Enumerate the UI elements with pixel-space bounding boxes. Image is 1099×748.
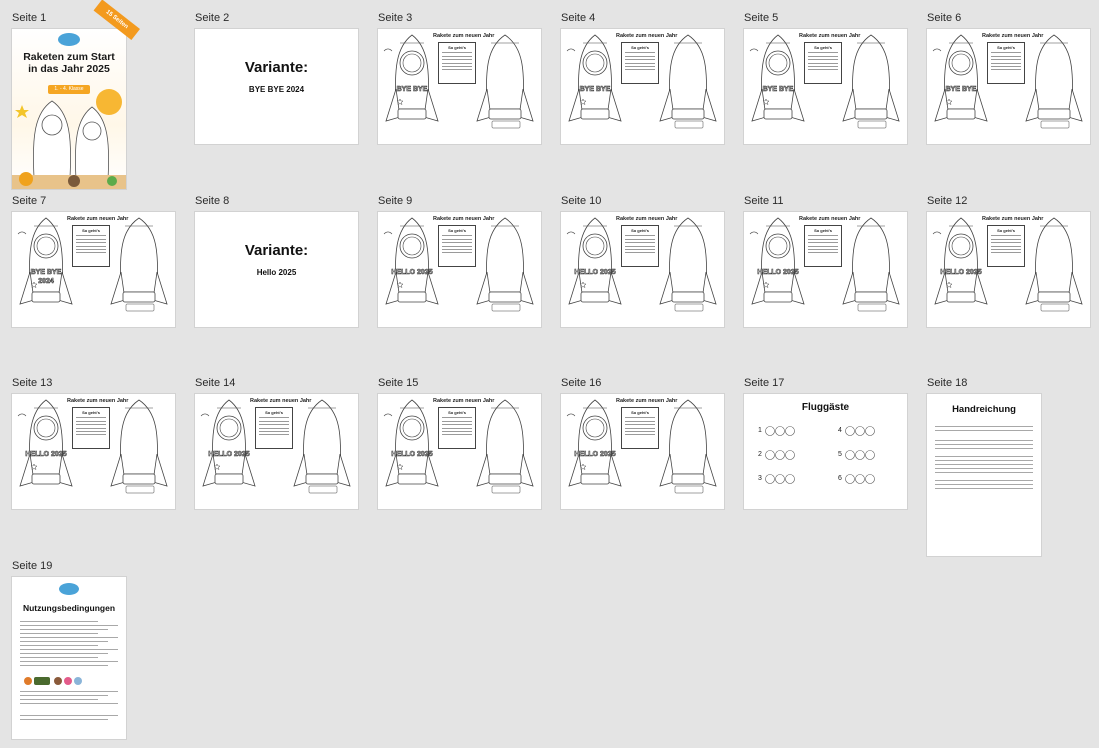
text-line xyxy=(991,66,1021,67)
text-line xyxy=(935,440,1033,441)
text-line xyxy=(935,468,1033,469)
instructions-box xyxy=(72,225,110,267)
text-line xyxy=(808,52,838,53)
sheet-title: Rakete zum neuen Jahr xyxy=(433,216,495,222)
text-line xyxy=(625,66,655,67)
handout-title: Handreichung xyxy=(952,404,1016,415)
text-line xyxy=(625,69,655,70)
text-line xyxy=(442,59,472,60)
text-line xyxy=(935,484,1033,485)
page-thumbnail[interactable] xyxy=(561,394,724,509)
page-number-label: Seite 10 xyxy=(561,195,602,207)
instructions-heading: So geht's xyxy=(631,410,649,415)
page-cell[interactable] xyxy=(744,11,907,144)
rocket-lettering: BYE BYE xyxy=(396,86,428,93)
rocket-lettering: HELLO 2025 xyxy=(757,269,799,276)
text-line xyxy=(808,66,838,67)
page-number-label: Seite 7 xyxy=(12,195,47,207)
instructions-heading: So geht's xyxy=(814,228,832,233)
instructions-heading: So geht's xyxy=(448,45,466,50)
page-thumbnail[interactable] xyxy=(561,212,724,327)
passenger-faces xyxy=(744,394,907,509)
passenger-number: 6 xyxy=(838,475,842,482)
text-line xyxy=(935,464,1033,465)
page-cell[interactable] xyxy=(744,376,907,509)
text-line xyxy=(935,448,1033,449)
text-line xyxy=(935,472,1033,473)
page-number-label: Seite 4 xyxy=(561,12,596,24)
instructions-box xyxy=(255,407,293,449)
rocket-lettering: HELLO 2025 xyxy=(574,269,616,276)
page-thumbnail[interactable] xyxy=(378,29,541,144)
rocket-lettering: HELLO 2025 xyxy=(574,451,616,458)
instructions-box xyxy=(987,42,1025,84)
instructions-heading: So geht's xyxy=(448,228,466,233)
instructions-box xyxy=(438,225,476,267)
text-line xyxy=(935,426,1033,427)
text-line xyxy=(76,421,106,422)
instructions-box xyxy=(621,407,659,449)
passenger-number: 4 xyxy=(838,427,842,434)
instructions-box xyxy=(438,407,476,449)
text-line xyxy=(625,246,655,247)
text-line xyxy=(808,69,838,70)
rocket-lettering: HELLO 2025 xyxy=(208,451,250,458)
text-line xyxy=(991,249,1021,250)
instructions-box xyxy=(987,225,1025,267)
page-thumbnail[interactable] xyxy=(195,29,358,144)
text-line xyxy=(625,252,655,253)
page-number-label: Seite 3 xyxy=(378,12,413,24)
text-line xyxy=(991,63,1021,64)
variant-title: Variante: xyxy=(244,59,309,76)
text-line xyxy=(76,431,106,432)
text-line xyxy=(808,235,838,236)
page-thumbnail[interactable] xyxy=(12,394,175,509)
page-number-label: Seite 8 xyxy=(195,195,230,207)
text-line xyxy=(935,480,1033,481)
text-line xyxy=(625,242,655,243)
sheet-title: Rakete zum neuen Jahr xyxy=(433,398,495,404)
instructions-box xyxy=(804,225,842,267)
text-line xyxy=(442,421,472,422)
partner-logos xyxy=(12,577,126,739)
page-cell[interactable] xyxy=(927,11,1090,144)
text-line xyxy=(442,66,472,67)
passenger-number: 1 xyxy=(758,427,762,434)
text-line xyxy=(625,431,655,432)
sheet-title: Rakete zum neuen Jahr xyxy=(433,33,495,39)
variant-subtitle: Hello 2025 xyxy=(256,268,297,277)
rocket-lettering: HELLO 2025 xyxy=(25,451,67,458)
text-line xyxy=(76,428,106,429)
text-line xyxy=(808,63,838,64)
passenger-number: 2 xyxy=(758,451,762,458)
text-line xyxy=(808,249,838,250)
text-line xyxy=(808,252,838,253)
page-cell[interactable] xyxy=(12,376,175,509)
sheet-title: Rakete zum neuen Jahr xyxy=(799,216,861,222)
text-line xyxy=(76,242,106,243)
page-cell[interactable] xyxy=(927,194,1090,327)
text-line xyxy=(991,239,1021,240)
text-line xyxy=(259,424,289,425)
page-cell[interactable] xyxy=(561,376,724,509)
instructions-heading: So geht's xyxy=(997,228,1015,233)
text-line xyxy=(442,434,472,435)
instructions-heading: So geht's xyxy=(814,45,832,50)
page-thumbnail[interactable] xyxy=(12,212,175,327)
rocket-lettering: BYE BYE xyxy=(579,86,611,93)
page-cell[interactable] xyxy=(378,376,541,509)
text-line xyxy=(991,235,1021,236)
text-line xyxy=(442,239,472,240)
page-thumbnail[interactable] xyxy=(12,577,126,739)
page-number-label: Seite 1 xyxy=(12,12,47,24)
page-number-label: Seite 9 xyxy=(378,195,413,207)
text-line xyxy=(935,456,1033,457)
text-line xyxy=(442,424,472,425)
instructions-heading: So geht's xyxy=(82,228,100,233)
page-cell[interactable] xyxy=(561,194,724,327)
text-line xyxy=(991,52,1021,53)
text-line xyxy=(259,434,289,435)
page-number-label: Seite 11 xyxy=(744,195,784,207)
text-line xyxy=(808,246,838,247)
page-cell[interactable] xyxy=(744,194,907,327)
text-line xyxy=(625,249,655,250)
page-number-label: Seite 14 xyxy=(195,377,236,389)
page-thumbnail[interactable] xyxy=(927,394,1041,556)
page-thumbnail[interactable] xyxy=(561,29,724,144)
variant-subtitle: BYE BYE 2024 xyxy=(248,85,305,94)
text-line xyxy=(625,59,655,60)
page-number-label: Seite 2 xyxy=(195,12,230,24)
sheet-title: Rakete zum neuen Jahr xyxy=(982,216,1044,222)
text-line xyxy=(991,56,1021,57)
page-thumbnail[interactable] xyxy=(927,212,1090,327)
text-line xyxy=(76,235,106,236)
page-number-label: Seite 19 xyxy=(12,560,53,572)
text-line xyxy=(259,428,289,429)
instructions-box xyxy=(621,42,659,84)
page-thumbnail[interactable] xyxy=(744,394,907,509)
page-cell[interactable] xyxy=(195,376,358,509)
text-line xyxy=(442,242,472,243)
rocket-lettering: BYE BYE 2024 xyxy=(30,269,62,285)
page-thumbnail[interactable] xyxy=(195,394,358,509)
text-line xyxy=(442,428,472,429)
text-line xyxy=(935,444,1033,445)
text-line xyxy=(76,417,106,418)
text-line xyxy=(442,252,472,253)
rocket-lettering: HELLO 2025 xyxy=(940,269,982,276)
instructions-heading: So geht's xyxy=(631,45,649,50)
page-thumbnail[interactable] xyxy=(744,29,907,144)
rocket-lettering: HELLO 2025 xyxy=(391,451,433,458)
text-line xyxy=(442,52,472,53)
page-number-label: Seite 5 xyxy=(744,12,779,24)
instructions-box xyxy=(438,42,476,84)
page-count-ribbon: 15 Seiten xyxy=(94,0,140,40)
text-line xyxy=(625,235,655,236)
text-line xyxy=(935,460,1033,461)
text-line xyxy=(76,239,106,240)
page-cell[interactable] xyxy=(195,11,358,144)
cover-rockets-illustration xyxy=(12,99,126,189)
passengers-title: Fluggäste xyxy=(801,402,850,413)
page-number-label: Seite 16 xyxy=(561,377,602,389)
instructions-heading: So geht's xyxy=(82,410,100,415)
page-cell[interactable] xyxy=(378,11,541,144)
sheet-title: Rakete zum neuen Jahr xyxy=(799,33,861,39)
text-line xyxy=(935,488,1033,489)
text-line xyxy=(991,59,1021,60)
text-line xyxy=(76,424,106,425)
text-line xyxy=(442,63,472,64)
text-line xyxy=(625,56,655,57)
sheet-title: Rakete zum neuen Jahr xyxy=(982,33,1044,39)
brand-logo xyxy=(58,33,80,46)
rocket-lettering: HELLO 2025 xyxy=(391,269,433,276)
text-line xyxy=(625,52,655,53)
terms-title: Nutzungsbedingungen xyxy=(22,603,116,613)
page-thumbnail[interactable] xyxy=(195,212,358,327)
instructions-box xyxy=(621,225,659,267)
rocket-lettering: BYE BYE xyxy=(762,86,794,93)
text-line xyxy=(259,431,289,432)
page-cell[interactable] xyxy=(561,11,724,144)
page-number-label: Seite 17 xyxy=(744,377,785,389)
cover-title-line-1: Raketen zum Start xyxy=(23,51,115,63)
instructions-heading: So geht's xyxy=(265,410,283,415)
text-line xyxy=(442,56,472,57)
text-line xyxy=(808,56,838,57)
instructions-heading: So geht's xyxy=(997,45,1015,50)
text-line xyxy=(991,242,1021,243)
passenger-number: 5 xyxy=(838,451,842,458)
variant-title: Variante: xyxy=(244,242,309,259)
sheet-title: Rakete zum neuen Jahr xyxy=(67,216,129,222)
text-line xyxy=(259,417,289,418)
sheet-title: Rakete zum neuen Jahr xyxy=(616,398,678,404)
text-line xyxy=(935,430,1033,431)
text-line xyxy=(442,235,472,236)
passenger-number: 3 xyxy=(758,475,762,482)
text-line xyxy=(625,434,655,435)
sheet-title: Rakete zum neuen Jahr xyxy=(67,398,129,404)
text-line xyxy=(991,69,1021,70)
grade-pill: 1. - 4. Klasse xyxy=(48,85,90,94)
page-cell[interactable] xyxy=(378,194,541,327)
text-line xyxy=(808,59,838,60)
text-line xyxy=(625,428,655,429)
rocket-lettering: BYE BYE xyxy=(945,86,977,93)
text-line xyxy=(76,246,106,247)
text-line xyxy=(625,417,655,418)
sheet-title: Rakete zum neuen Jahr xyxy=(616,216,678,222)
page-thumbnail[interactable] xyxy=(378,394,541,509)
page-number-label: Seite 15 xyxy=(378,377,419,389)
sheet-title: Rakete zum neuen Jahr xyxy=(616,33,678,39)
instructions-box xyxy=(72,407,110,449)
sheet-title: Rakete zum neuen Jahr xyxy=(250,398,312,404)
page-cell[interactable] xyxy=(12,11,175,189)
page-number-label: Seite 6 xyxy=(927,12,962,24)
text-line xyxy=(76,249,106,250)
text-line xyxy=(625,424,655,425)
page-cell[interactable] xyxy=(195,194,358,327)
text-line xyxy=(442,249,472,250)
text-line xyxy=(76,252,106,253)
cover-title-line-2: in das Jahr 2025 xyxy=(28,63,110,75)
text-line xyxy=(259,421,289,422)
page-number-label: Seite 13 xyxy=(12,377,53,389)
page-thumbnail[interactable] xyxy=(927,29,1090,144)
text-line xyxy=(808,239,838,240)
page-cell[interactable] xyxy=(12,194,175,327)
text-line xyxy=(442,417,472,418)
instructions-box xyxy=(804,42,842,84)
page-number-label: Seite 18 xyxy=(927,377,968,389)
text-line xyxy=(76,434,106,435)
text-line xyxy=(808,242,838,243)
page-number-label: Seite 12 xyxy=(927,195,968,207)
text-line xyxy=(625,239,655,240)
page-thumbnail[interactable] xyxy=(744,212,907,327)
page-thumbnail[interactable] xyxy=(378,212,541,327)
text-line xyxy=(442,246,472,247)
text-line xyxy=(625,421,655,422)
instructions-heading: So geht's xyxy=(448,410,466,415)
text-line xyxy=(625,63,655,64)
page-cell[interactable] xyxy=(927,376,1090,556)
cover-title xyxy=(16,51,122,75)
instructions-heading: So geht's xyxy=(631,228,649,233)
page-cell[interactable] xyxy=(12,559,175,739)
text-line xyxy=(991,246,1021,247)
text-line xyxy=(442,69,472,70)
text-line xyxy=(991,252,1021,253)
text-line xyxy=(442,431,472,432)
